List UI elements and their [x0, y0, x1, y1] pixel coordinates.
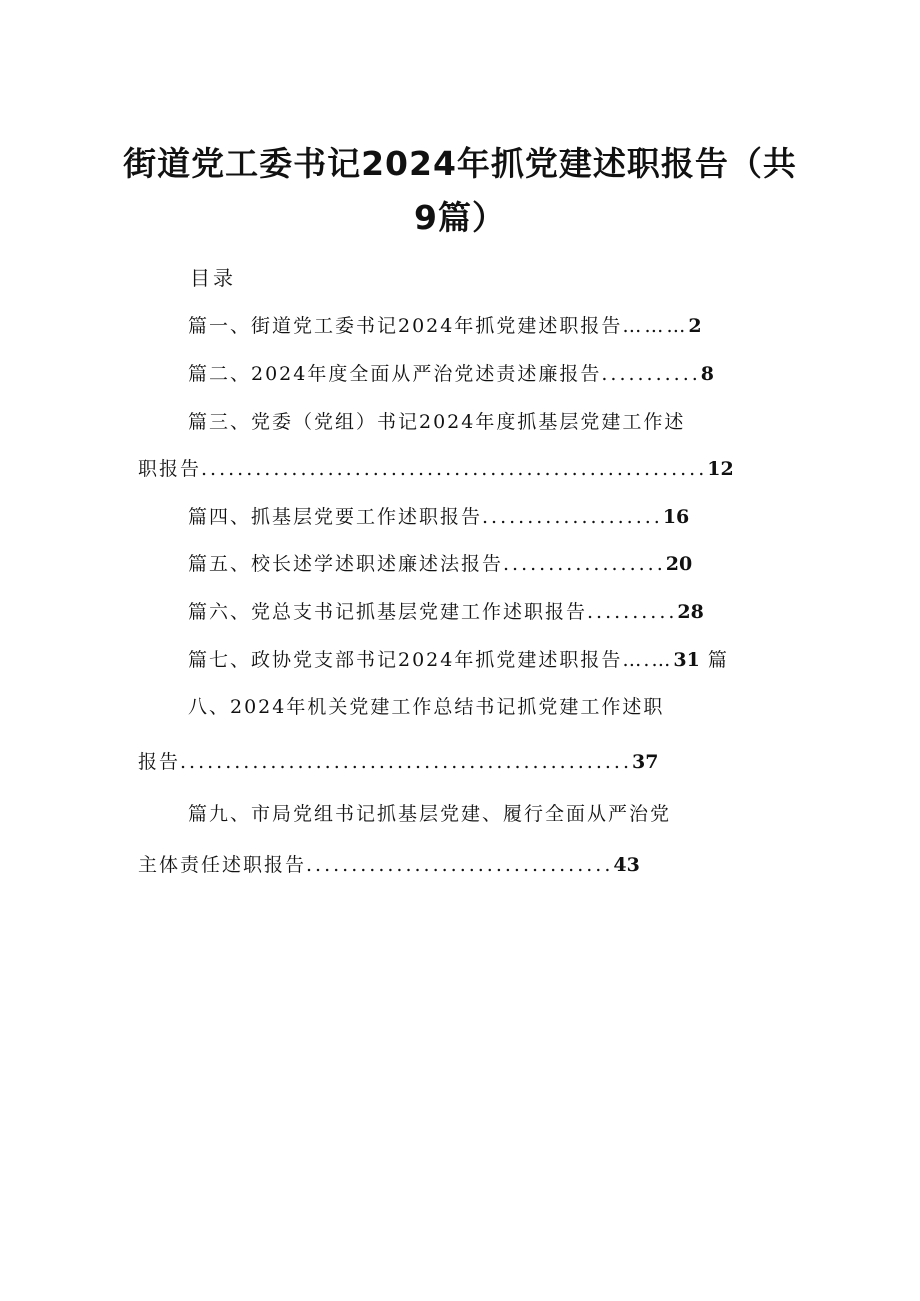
- toc-entry-1-page: 2: [688, 315, 702, 337]
- document-title-line-2: 9篇）: [414, 198, 506, 237]
- toc-entry-9-text: 篇九、市局党组书记抓基层党建、履行全面从严治党: [188, 803, 672, 825]
- toc-entry-7: [188, 646, 729, 674]
- toc-entry-9-line-2: [138, 851, 640, 879]
- toc-entry-1-text: 篇一、街道党工委书记2024年抓党建述职报告: [188, 315, 623, 337]
- toc-entry-4-text: 篇四、抓基层党要工作述职报告: [188, 506, 483, 528]
- toc-entry-5-text: 篇五、校长述学述职述廉述法报告: [188, 553, 504, 575]
- toc-entry-3-text-cont: 职报告: [138, 458, 202, 480]
- toc-entry-4: [188, 503, 689, 531]
- toc-entry-2-page: 8: [700, 363, 715, 385]
- toc-entry-3-text: 篇三、党委（党组）书记2024年度抓基层党建工作述: [188, 411, 686, 433]
- toc-entry-2: [188, 360, 714, 388]
- toc-entry-8-page: 37: [632, 751, 659, 773]
- toc-entry-8-text: 八、2024年机关党建工作总结书记抓党建工作述职: [188, 696, 665, 718]
- toc-entry-3-page: 12: [707, 458, 734, 480]
- toc-entry-6-text: 篇六、党总支书记抓基层党建工作述职报告: [188, 601, 588, 623]
- toc-entry-8-line-2: [138, 748, 658, 776]
- toc-entry-9-leader: ..................................: [306, 854, 614, 876]
- toc-entry-5: [188, 550, 692, 578]
- toc-entry-6-page: 28: [677, 601, 704, 623]
- toc-entry-2-leader: ...........: [601, 363, 701, 385]
- toc-entry-3-line-1: [188, 408, 685, 436]
- toc-entry-4-page: 16: [662, 506, 690, 528]
- toc-entry-1-leader: ………: [622, 315, 689, 337]
- toc-entry-7-text: 篇七、政协党支部书记2024年抓党建述职报告….: [188, 649, 652, 671]
- toc-entry-8-prefix: 篇: [707, 649, 729, 671]
- toc-entry-2-text: 篇二、2024年度全面从严治党述责述廉报告: [188, 363, 602, 385]
- toc-entry-1: [188, 312, 702, 340]
- document-title-line-1: 街道党工委书记2024年抓党建述职报告（共: [123, 144, 797, 183]
- toc-entry-8-text-cont: 报告: [138, 751, 181, 773]
- toc-entry-5-leader: ..................: [503, 553, 666, 575]
- toc-entry-4-leader: ....................: [482, 506, 663, 528]
- toc-entry-7-page: 31: [673, 649, 700, 671]
- toc-entry-6: [188, 598, 704, 626]
- toc-entry-5-page: 20: [665, 553, 693, 575]
- toc-entry-9-line-1: [188, 800, 671, 828]
- toc-entry-3-line-2: [138, 455, 734, 483]
- toc-entry-8-line-1: [188, 693, 664, 721]
- toc-entry-9-text-cont: 主体责任述职报告: [138, 854, 307, 876]
- toc-entry-6-leader: ..........: [587, 601, 678, 623]
- toc-entry-3-leader: ........................................................: [201, 458, 708, 480]
- toc-heading: 目录: [190, 266, 236, 290]
- toc-entry-7-leader: …: [651, 649, 674, 671]
- toc-entry-8-leader: ..................................................: [180, 751, 632, 773]
- toc-entry-9-page: 43: [613, 854, 640, 876]
